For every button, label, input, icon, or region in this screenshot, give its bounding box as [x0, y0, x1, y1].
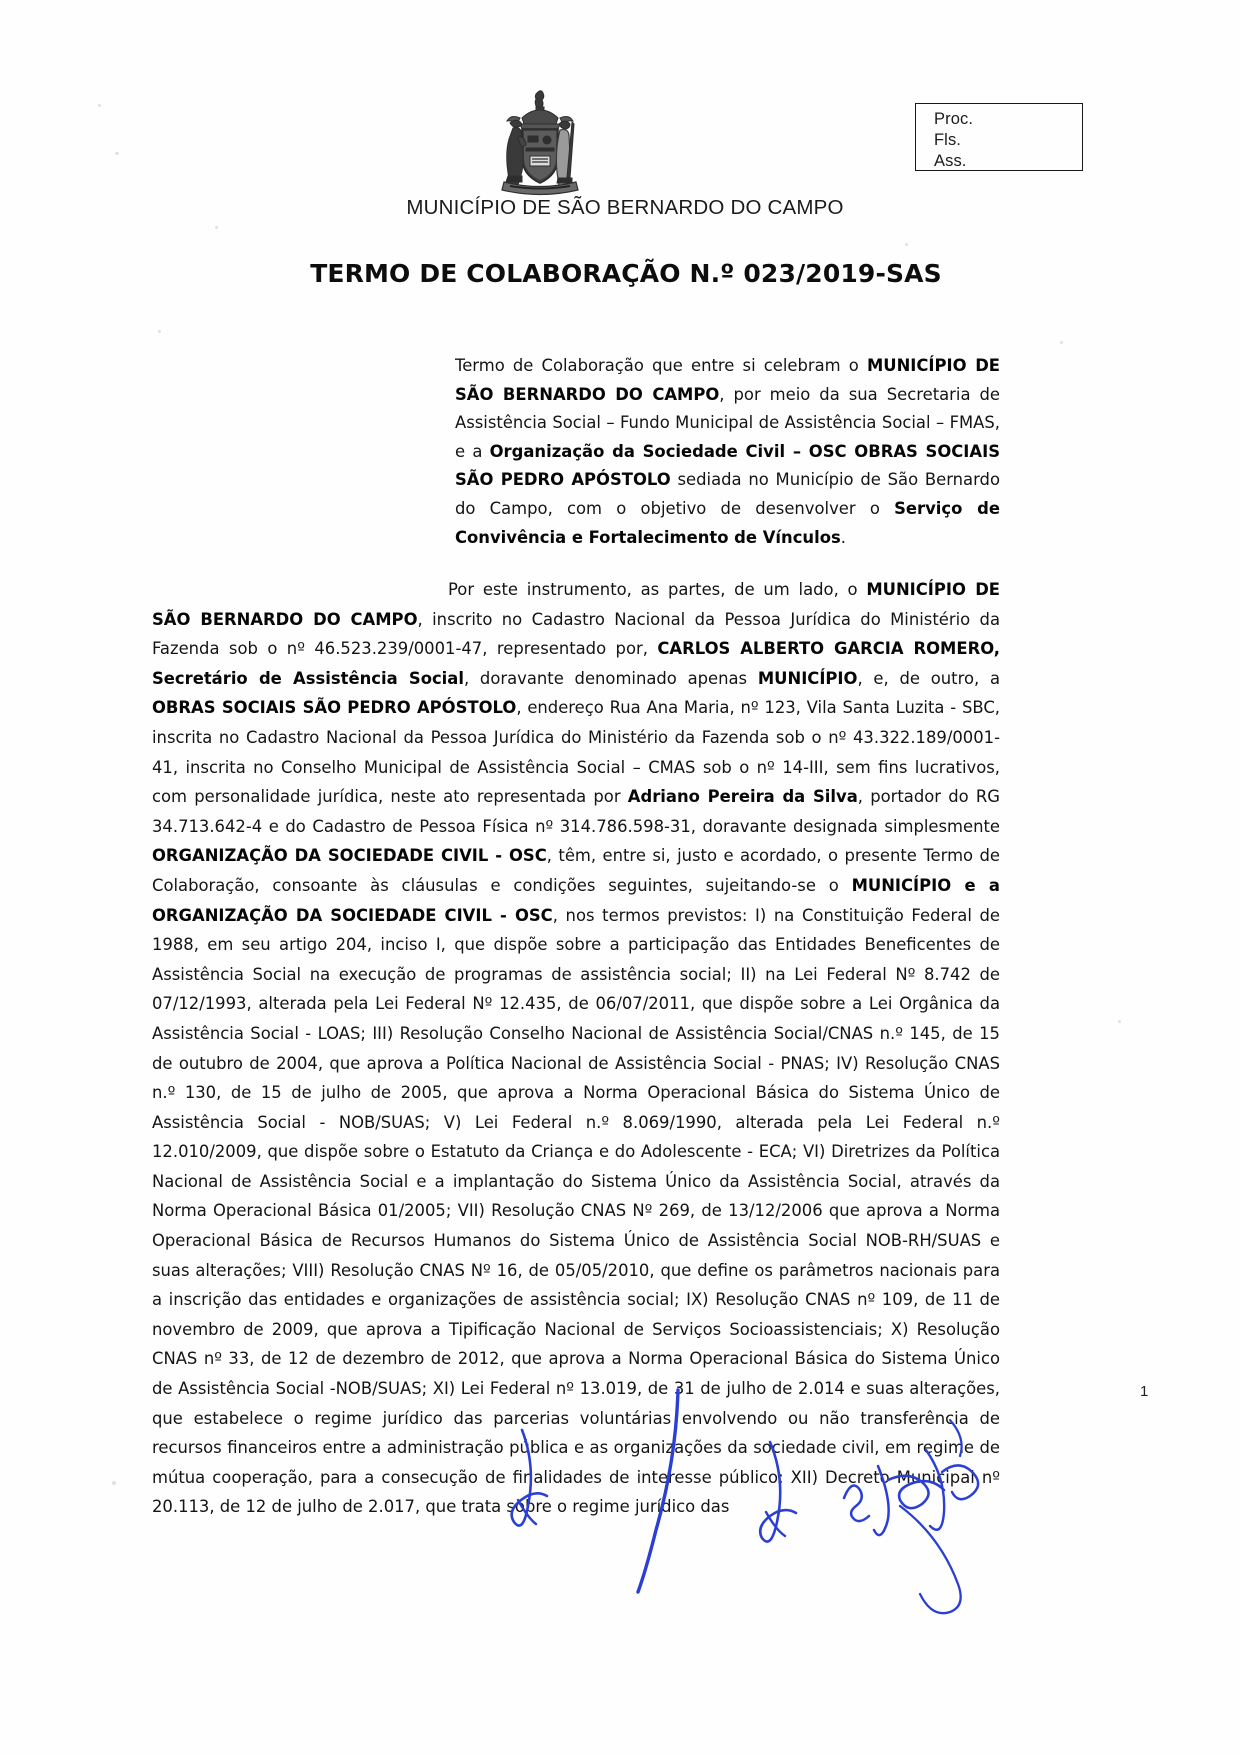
body-text-3: , doravante denominado apenas — [463, 668, 758, 688]
body-paragraph — [152, 575, 1000, 1522]
stamp-fls-label: Fls. — [934, 131, 961, 149]
body-text-7: , têm, entre si, justo e acordado, o presente Termo de Colaboração, consoante às cláusulas e condições seguintes, sujeitando-se o — [152, 846, 1000, 895]
municipality-header: MUNICÍPIO DE SÃO BERNARDO DO CAMPO — [406, 196, 844, 219]
body-text-2: , inscrito no Cadastro Nacional da Pessoa Jurídica do Ministério da Fazenda sob o nº 46.523.239/0001-47, representado por, — [152, 609, 1001, 659]
scan-speckle — [1118, 1020, 1121, 1023]
scan-speckle — [215, 226, 218, 229]
stamp-ass-label: Ass. — [934, 152, 967, 170]
body-bold-5: Adriano Pereira da Silva — [627, 787, 858, 807]
scan-speckle — [115, 152, 119, 155]
body-text-8: , nos termos previstos: I) na Constituição Federal de 1988, em seu artigo 204, inciso I, que dispõe sobre a participação das Entidades Beneficentes de Assistência Social na execução de programas de assistência social; II) na Lei Federal Nº 8.742 de 07/12/1993, alterada pela Lei Federal Nº 12.435, de 06/07/2011, que dispõe sobre a Lei Orgânica da Assistência Social - LOAS; III) Resolução Conselho Nacional de Assistência Social/CNAS n.º 145, de 15 de outubro de 2004, que aprova a Política Nacional de Assistência Social - PNAS; IV) Resolução CNAS n.º 130, de 15 de julho de 2005, que aprova a Norma Operacional Básica do Sistema Único de Assistência Social - NOB/SUAS; V) Lei Federal n.º 8.069/1990, alterada pela Lei Federal n.º 12.010/2009, que dispõe sobre o Estatuto da Criança e do Adolescente - ECA; VI) Diretrizes da Política Nacional de Assistência Social e a implantação do Sistema Único da Assistência Social, através da Norma Operacional Básica 01/2005; VII) Resolução CNAS Nº 269, de 13/12/2006 que aprova a Norma Operacional Básica de Recursos Humanos do Sistema Único de Assistência Social NOB-RH/SUAS e suas alterações; VIII) Resolução CNAS Nº 16, de 05/05/2010, que define os parâmetros nacionais para a inscrição das entidades e organizações de assistência social; IX) Resolução CNAS nº 109, de 11 de novembro de 2009, que aprova a Tipificação Nacional de Serviços Socioassistenciais; X) Resolução CNAS nº 33, de 12 de dezembro de 2012, que aprova a Norma Operacional Básica do Sistema Único de Assistência Social -NOB/SUAS; XI) Lei Federal nº 13.019, de 31 de julho de 2.014 e suas alterações, que estabelece o regime jurídico das parcerias voluntárias envolvendo ou não transferência de recursos financeiros entre a administração pública e as organizações da sociedade civil, em regime de mútua cooperação, para a consecução de finalidades de interesse público; XII) Decreto Municipal nº 20.113, de 12 de julho de 2.017, que trata sobre o regime jurídico das — [152, 905, 1000, 1517]
scan-speckle — [112, 1481, 116, 1485]
scan-speckle — [158, 330, 161, 333]
coat-of-arms-icon — [486, 88, 594, 196]
scan-speckle — [98, 104, 101, 107]
page-title: TERMO DE COLABORAÇÃO N.º 023/2019-SAS — [310, 259, 942, 288]
page-number: 1 — [1140, 1383, 1149, 1400]
preamble-text-4: . — [840, 527, 846, 547]
body-text-1: Por este instrumento, as partes, de um lado, o — [448, 580, 867, 599]
scan-speckle — [905, 243, 908, 246]
body-text-6: , portador do RG 34.713.642-4 e do Cadastro de Pessoa Física nº 314.786.598-31, doravante designada simplesmente — [152, 787, 1000, 836]
scan-speckle — [1060, 341, 1063, 344]
preamble-text-2: , por meio da sua Secretaria de Assistência Social – Fundo Municipal de Assistência Social – FMAS, e a — [455, 384, 1000, 461]
body-bold-7: MUNICÍPIO e a ORGANIZAÇÃO DA SOCIEDADE CIVIL - OSC — [152, 875, 1000, 925]
preamble-bold-1: MUNICÍPIO DE SÃO BERNARDO DO CAMPO — [455, 356, 1000, 404]
body-bold-4: OBRAS SOCIAIS SÃO PEDRO APÓSTOLO — [152, 698, 517, 718]
preamble-paragraph — [455, 352, 1000, 552]
preamble-bold-2: Organização da Sociedade Civil – OSC OBRAS SOCIAIS SÃO PEDRO APÓSTOLO — [455, 441, 1000, 490]
body-bold-3: MUNICÍPIO — [757, 668, 858, 688]
preamble-bold-3: Serviço de Convivência e Fortalecimento de Vínculos — [455, 498, 1000, 547]
stamp-proc-label: Proc. — [934, 110, 974, 128]
body-bold-2: CARLOS ALBERTO GARCIA ROMERO, Secretário de Assistência Social — [152, 639, 1000, 688]
body-text-4: , e, de outro, a — [857, 668, 1000, 688]
preamble-text-1: Termo de Colaboração que entre si celebram o — [455, 356, 867, 375]
body-bold-1: MUNICÍPIO DE SÃO BERNARDO DO CAMPO — [152, 580, 1000, 629]
body-bold-6: ORGANIZAÇÃO DA SOCIEDADE CIVIL - OSC — [152, 846, 547, 866]
preamble-text-3: sediada no Município de São Bernardo do Campo, com o objetivo de desenvolver o — [455, 470, 1000, 518]
process-stamp-box — [915, 103, 1083, 171]
body-text-5: , endereço Rua Ana Maria, nº 123, Vila Santa Luzita - SBC, inscrita no Cadastro Nacional da Pessoa Jurídica do Ministério da Fazenda sob o nº 43.322.189/0001-41, inscrita no Conselho Municipal de Assistência Social – CMAS sob o nº 14-III, sem fins lucrativos, com personalidade jurídica, neste ato representada por — [152, 698, 1000, 807]
